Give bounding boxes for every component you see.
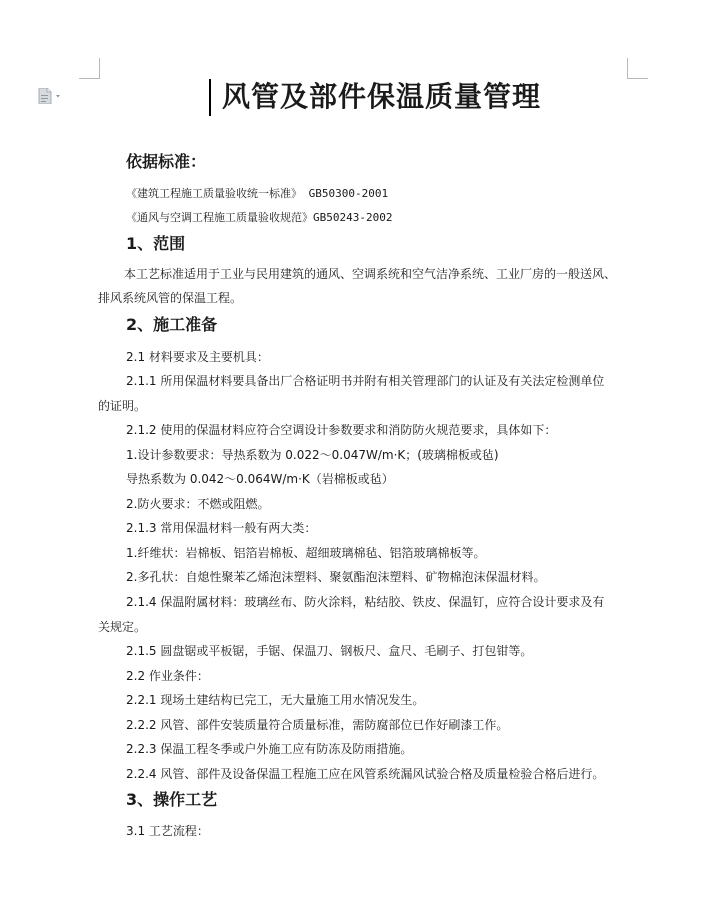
text-line: 2.2.3 保温工程冬季或户外施工应有防冻及防雨措施。 xyxy=(126,742,413,756)
text-line: 2.1.5 圆盘锯或平板锯，手锯、保温刀、钢板尺、盒尺、毛刷子、打包钳等。 xyxy=(126,644,533,658)
text-cursor xyxy=(209,79,211,116)
text-line: 2.1.3 常用保温材料一般有两大类： xyxy=(126,521,317,535)
text-line: 2.2 作业条件： xyxy=(126,669,209,683)
section-2-heading: 2、施工准备 xyxy=(126,315,218,334)
text-line: 2.1.4 保温附属材料：玻璃丝布、防火涂料，粘结胶、铁皮、保温钉，应符合设计要求及有 xyxy=(126,595,605,609)
section-1-paragraph-line-1: 本工艺标准适用于工业与民用建筑的通风、空调系统和空气洁净系统、工业厂房的一般送风、 xyxy=(124,267,617,281)
standard-2: 《通风与空调工程施工质量验收规范》GB50243-2002 xyxy=(126,211,393,224)
text-line: 2.1.2 使用的保温材料应符合空调设计参数要求和消防防火规范要求，具体如下： xyxy=(126,423,557,437)
basis-heading: 依据标准： xyxy=(126,152,207,171)
text-line: 2.1 材料要求及主要机具： xyxy=(126,350,269,364)
text-line: 的证明。 xyxy=(98,399,147,413)
page-corner-mark-right xyxy=(627,58,648,79)
standard-1: 《建筑工程施工质量验收统一标准》 GB50300-2001 xyxy=(126,187,389,200)
dropdown-arrow-icon xyxy=(56,95,60,98)
page-corner-mark-left xyxy=(79,58,100,79)
text-line: 3.1 工艺流程： xyxy=(126,824,209,838)
text-line: 2.2.1 现场土建结构已完工，无大量施工用水情况发生。 xyxy=(126,693,425,707)
text-line: 2.多孔状：自熄性聚苯乙烯泡沫塑料、聚氨酯泡沫塑料、矿物棉泡沫保温材料。 xyxy=(126,570,546,584)
text-line: 关规定。 xyxy=(98,620,147,634)
text-line: 2.2.4 风管、部件及设备保温工程施工应在风管系统漏风试验合格及质量检验合格后进行。 xyxy=(126,767,605,781)
text-line: 1.设计参数要求：导热系数为 0.022～0.047W/m·K；(玻璃棉板或毡) xyxy=(126,448,499,462)
section-3-heading: 3、操作工艺 xyxy=(126,790,218,809)
text-line: 2.2.2 风管、部件安装质量符合质量标准，需防腐部位已作好刷漆工作。 xyxy=(126,718,509,732)
text-line: 导热系数为 0.042～0.064W/m·K（岩棉板或毡） xyxy=(126,472,394,486)
document-title: 风管及部件保温质量管理 xyxy=(222,80,542,113)
text-line: 2.1.1 所用保温材料要具备出厂合格证明书并附有相关管理部门的认证及有关法定检测单位 xyxy=(126,374,605,388)
text-line: 2.防火要求：不燃或阻燃。 xyxy=(126,497,270,511)
document-menu-button[interactable] xyxy=(38,88,64,104)
section-1-heading: 1、范围 xyxy=(126,234,186,253)
text-line: 1.纤维状：岩棉板、铝箔岩棉板、超细玻璃棉毡、铝箔玻璃棉板等。 xyxy=(126,546,486,560)
document-icon xyxy=(38,88,64,104)
section-1-paragraph-line-2: 排风系统风管的保温工程。 xyxy=(98,291,243,305)
